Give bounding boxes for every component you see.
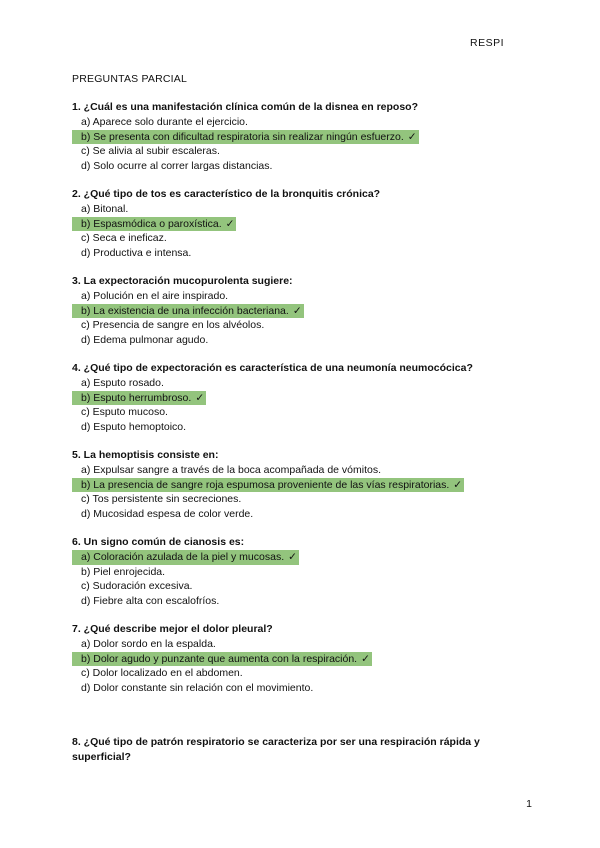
answer-option — [72, 318, 532, 333]
question-block — [72, 274, 532, 347]
checkmark-icon: ✓ — [407, 130, 417, 143]
answer-option-highlight — [72, 304, 304, 319]
answer-option-label: d) Dolor constante sin relación con el movimiento. — [81, 681, 314, 694]
answer-option-highlight — [81, 159, 274, 174]
answer-option-label: a) Aparece solo durante el ejercicio. — [81, 116, 248, 128]
checkmark-icon: ✓ — [225, 217, 235, 230]
answer-option-correct — [72, 130, 532, 145]
answer-option — [72, 420, 532, 435]
question-block — [72, 361, 532, 434]
answer-option-highlight — [81, 492, 243, 507]
answer-option — [72, 289, 532, 304]
answer-option-label: a) Dolor sordo en la espalda. — [81, 638, 216, 650]
answer-option — [72, 594, 532, 609]
answer-option-highlight — [81, 579, 194, 594]
question-text: 1. ¿Cuál es una manifestación clínica común de la disnea en reposo? — [72, 101, 419, 113]
answer-option-highlight — [81, 246, 193, 261]
answer-option-label: c) Se alivia al subir escaleras. — [81, 145, 220, 157]
answer-option — [72, 202, 532, 217]
answer-option-label: c) Sudoración excesiva. — [81, 580, 193, 592]
checkmark-icon: ✓ — [453, 478, 463, 491]
question-block — [72, 535, 532, 608]
answer-option-highlight — [72, 217, 236, 232]
page-number: 1 — [526, 798, 532, 810]
question-text: 6. Un signo común de cianosis es: — [72, 536, 245, 548]
answer-option-label: d) Solo ocurre al correr largas distancias. — [81, 159, 273, 172]
answer-option-label: c) Seca e ineficaz. — [81, 232, 167, 244]
answer-option-label: d) Mucosidad espesa de color verde. — [81, 507, 254, 520]
answer-option-label: d) Esputo hemoptoico. — [81, 420, 187, 433]
answer-option-label: c) Presencia de sangre en los alvéolos. — [81, 319, 265, 331]
answer-option-highlight — [81, 405, 170, 420]
question-text: 8. ¿Qué tipo de patrón respiratorio se caracteriza por ser una respiración rápida y superficial? — [72, 736, 480, 763]
answer-option-highlight — [81, 333, 210, 348]
answer-option — [72, 144, 532, 159]
answer-option-correct — [72, 478, 532, 493]
answer-option-highlight — [81, 463, 383, 478]
checkmark-icon: ✓ — [361, 652, 370, 665]
answer-option-correct — [72, 217, 532, 232]
answer-option-label: d) Fiebre alta con escalofríos. — [81, 594, 220, 607]
answer-option — [72, 231, 532, 246]
answer-option-label: d) Edema pulmonar agudo. — [81, 333, 209, 346]
answer-option — [72, 492, 532, 507]
answer-option-highlight — [81, 594, 221, 609]
answer-option-highlight — [81, 144, 222, 159]
answer-option-correct — [72, 304, 532, 319]
question-text: 3. La expectoración mucopurolenta sugiere: — [72, 275, 293, 287]
answer-option-label: a) Expulsar sangre a través de la boca acompañada de vómitos. — [81, 464, 382, 476]
answer-option-label: d) Productiva e intensa. — [81, 246, 192, 259]
answer-option-label: b) La presencia de sangre roja espumosa proveniente de las vías respiratorias. — [81, 478, 450, 491]
answer-option-highlight — [72, 391, 206, 406]
answer-option-highlight — [72, 130, 419, 145]
answer-option-highlight — [81, 565, 167, 580]
answer-option-label: c) Esputo mucoso. — [81, 406, 168, 418]
answer-option — [72, 463, 532, 478]
answer-option-label: b) Esputo herrumbroso. — [81, 391, 192, 404]
checkmark-icon: ✓ — [292, 304, 302, 317]
question-text: 2. ¿Qué tipo de tos es característico de la bronquitis crónica? — [72, 188, 381, 200]
answer-option-highlight — [81, 637, 218, 652]
question-block — [72, 187, 532, 260]
answer-option-label: b) Se presenta con dificultad respiratoria sin realizar ningún esfuerzo. — [81, 130, 404, 143]
answer-option-label: a) Bitonal. — [81, 203, 129, 215]
question-text: 7. ¿Qué describe mejor el dolor pleural? — [72, 623, 273, 635]
answer-option-label: b) La existencia de una infección bacteriana. — [81, 304, 289, 317]
checkmark-icon: ✓ — [288, 551, 297, 563]
answer-option — [72, 579, 532, 594]
answer-option-label: c) Tos persistente sin secreciones. — [81, 493, 242, 505]
document-title: PREGUNTAS PARCIAL — [72, 73, 188, 85]
answer-option — [72, 666, 532, 681]
answer-option-label: c) Dolor localizado en el abdomen. — [81, 667, 243, 679]
answer-option-correct — [72, 550, 532, 565]
answer-option-highlight — [81, 376, 166, 391]
answer-option-highlight — [72, 478, 464, 493]
answer-option-highlight — [81, 420, 188, 435]
question-text: 5. La hemoptisis consiste en: — [72, 449, 219, 461]
answer-option-highlight — [81, 289, 230, 304]
answer-option — [72, 376, 532, 391]
answer-option-highlight — [81, 318, 266, 333]
question-list — [72, 100, 532, 778]
question-block — [72, 448, 532, 521]
answer-option — [72, 115, 532, 130]
answer-option — [72, 637, 532, 652]
answer-option-highlight — [81, 115, 250, 130]
answer-option-highlight — [81, 507, 255, 522]
answer-option-highlight — [81, 202, 130, 217]
question-block — [72, 100, 532, 173]
answer-option — [72, 246, 532, 261]
answer-option-label: b) Dolor agudo y punzante que aumenta con la respiración. — [81, 652, 358, 665]
answer-option-label: b) Espasmódica o paroxística. — [81, 217, 222, 230]
answer-option-correct — [72, 652, 532, 667]
answer-option-label: a) Coloración azulada de la piel y mucosas. — [81, 551, 285, 563]
answer-option-highlight — [81, 666, 245, 681]
answer-option-highlight — [81, 231, 169, 246]
question-text: 4. ¿Qué tipo de expectoración es característica de una neumonía neumocócica? — [72, 362, 473, 374]
checkmark-icon: ✓ — [195, 391, 205, 404]
answer-option — [72, 565, 532, 580]
answer-option-label: a) Esputo rosado. — [81, 377, 164, 389]
answer-option — [72, 405, 532, 420]
question-block — [72, 735, 532, 764]
answer-option-label: a) Polución en el aire inspirado. — [81, 290, 229, 302]
answer-option-highlight — [72, 550, 299, 565]
answer-option-label: b) Piel enrojecida. — [81, 565, 166, 578]
answer-option-highlight — [81, 681, 315, 696]
answer-option — [72, 159, 532, 174]
answer-option-correct — [72, 391, 532, 406]
answer-option — [72, 681, 532, 696]
answer-option — [72, 507, 532, 522]
question-block — [72, 622, 532, 695]
document-header: RESPI — [469, 37, 504, 49]
answer-option — [72, 333, 532, 348]
answer-option-highlight — [72, 652, 372, 667]
